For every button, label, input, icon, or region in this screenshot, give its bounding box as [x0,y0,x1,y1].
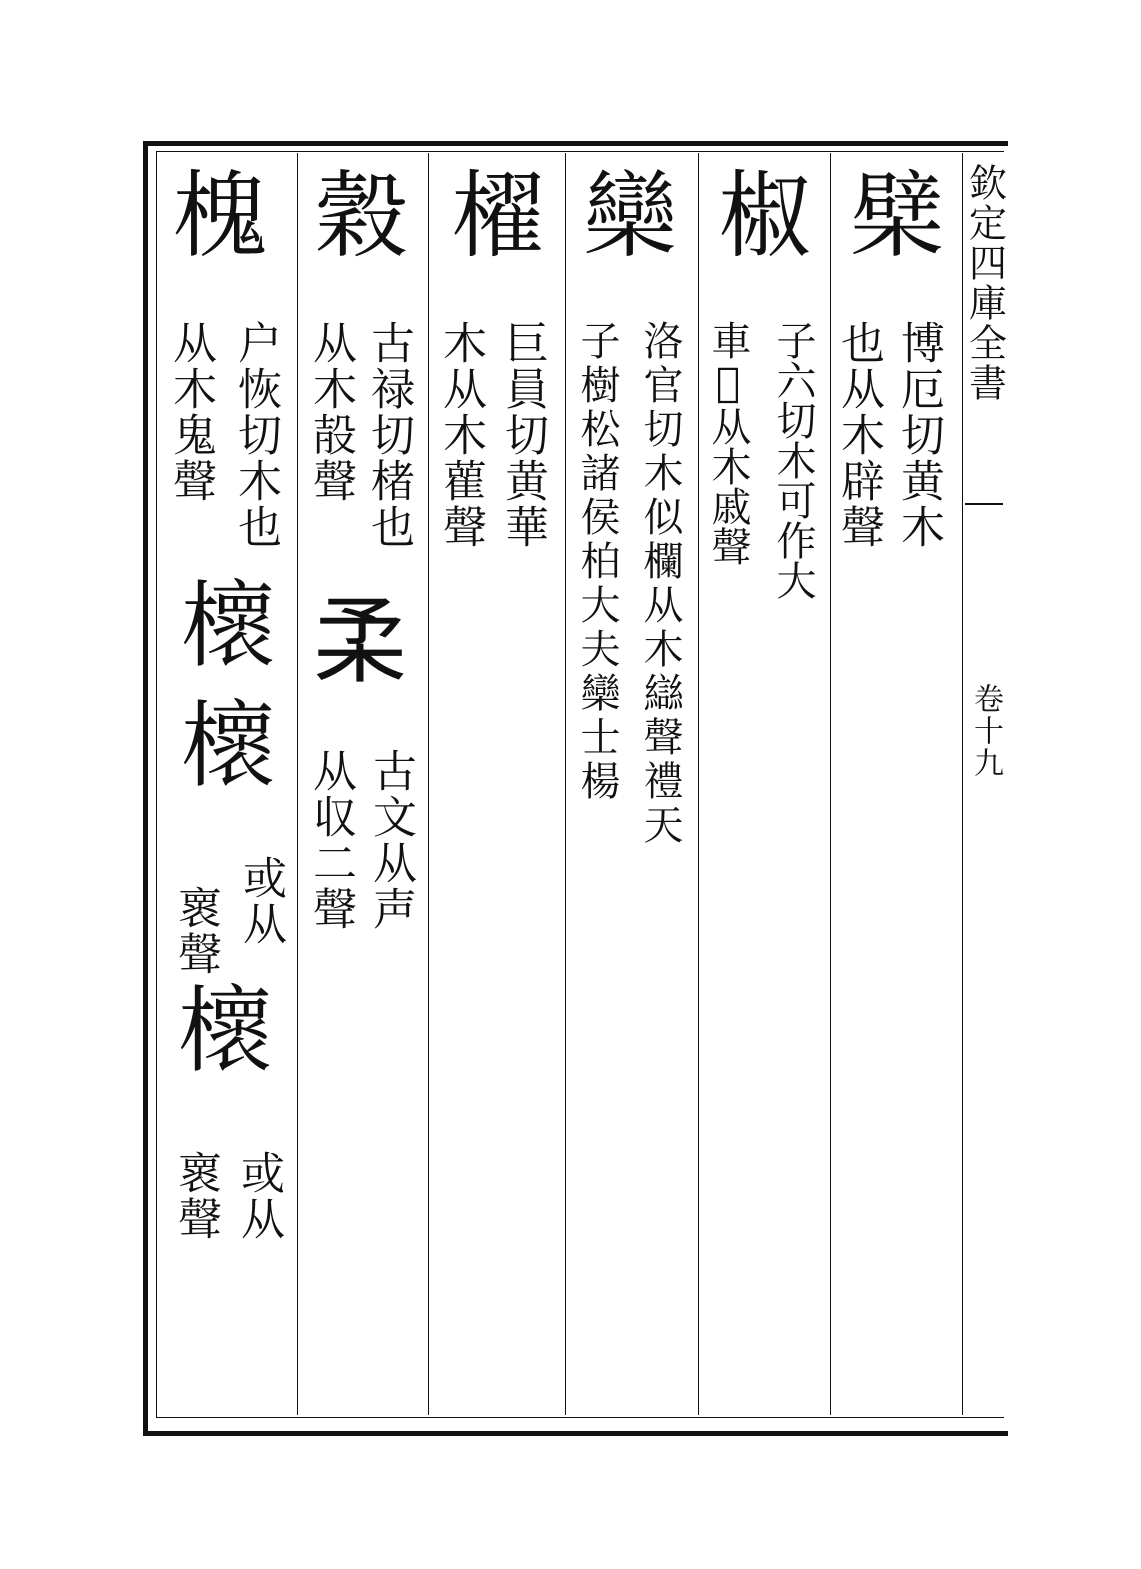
annotation-line: 户恢切木也 [230,320,281,550]
annotation-line: 从木鬼聲 [165,320,216,504]
annotation-line: 古文从声 [365,748,416,932]
annotation-line: 或从 [235,855,286,947]
annotation-line: 褱聲 [170,885,221,977]
column-rule [297,153,298,1415]
column-rule [698,153,699,1415]
column-rule [565,153,566,1415]
annotation-line: 車𩍐从木戚聲 [705,320,751,566]
annotation-line: 从収二聲 [305,748,356,932]
seal-character: 槐 [172,162,268,271]
annotation-line: 古禄切楮也 [363,320,414,550]
annotation-line: 子樹松諸侯柏大夫欒士楊 [574,320,620,804]
seal-character: 檗 [849,162,945,271]
annotation-line: 博厄切黄木 [893,320,944,550]
column-rule [830,153,831,1415]
seal-character: 穀 [314,162,410,271]
annotation-line: 巨員切黄華 [497,320,548,550]
annotation-line: 洛官切木似欄从木䜌聲禮天 [637,320,683,848]
annotation-line: 褱聲 [170,1150,221,1242]
annotation-line: 从木㱿聲 [305,320,356,504]
fish-tail-mark [965,503,1003,521]
seal-character: 欒 [582,162,678,271]
seal-character: 櫂 [450,162,546,271]
seal-character-variant: 櫰 [177,977,273,1086]
annotation-line: 木从木雚聲 [435,320,486,550]
annotation-line: 也从木辟聲 [833,320,884,550]
seal-character-variant: 櫰 [180,692,276,801]
annotation-line: 或从 [233,1150,284,1242]
volume-number: 卷十九 [968,683,1003,779]
seal-character-variant: 𣏗 [312,588,408,697]
seal-character: 椒 [717,162,813,271]
annotation-line: 子六切木可作大 [770,320,816,600]
column-rule [428,153,429,1415]
seal-character-variant: 櫰 [180,572,276,681]
book-title: 欽定四庫全書 [962,163,1007,403]
